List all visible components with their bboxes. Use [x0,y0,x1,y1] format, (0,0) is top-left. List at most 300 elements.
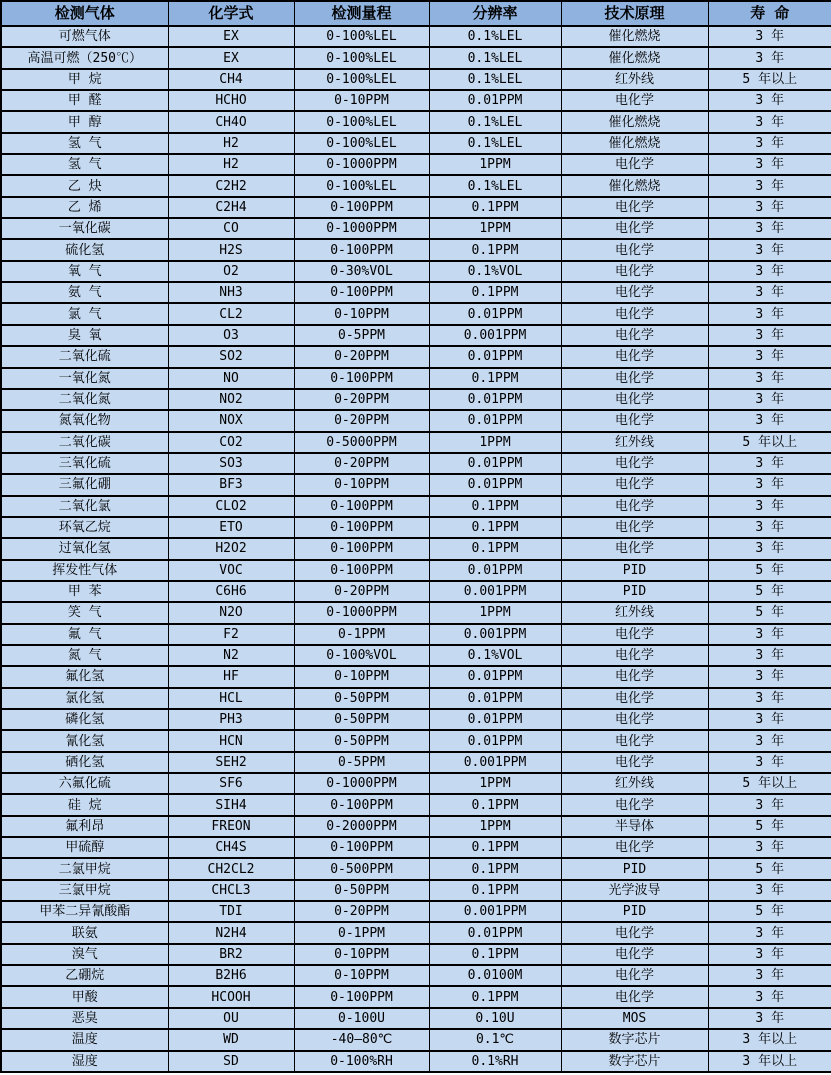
principle-cell: 电化学 [561,303,708,324]
formula-cell: H2 [168,154,294,175]
lifespan-cell: 3 年 [708,1008,831,1029]
principle-cell: 电化学 [561,688,708,709]
lifespan-cell: 5 年 [708,560,831,581]
table-row [1,346,831,367]
range-cell: 0-500PPM [294,858,429,879]
lifespan-cell: 3 年 [708,218,831,239]
range-cell: 0-100PPM [294,837,429,858]
formula-cell: CH4 [168,69,294,90]
lifespan-cell: 3 年 [708,90,831,111]
range-cell: 0-20PPM [294,346,429,367]
formula-cell: C2H4 [168,197,294,218]
lifespan-cell: 3 年 [708,133,831,154]
range-cell: 0-10PPM [294,90,429,111]
formula-cell: FREON [168,816,294,837]
range-cell: 0-100%LEL [294,69,429,90]
lifespan-cell: 3 年 [708,197,831,218]
table-row [1,837,831,858]
column-header-range: 检测量程 [294,1,429,26]
principle-cell: PID [561,560,708,581]
principle-cell: 催化燃烧 [561,111,708,132]
lifespan-cell: 3 年 [708,154,831,175]
lifespan-cell: 5 年以上 [708,432,831,453]
resolution-cell: 1PPM [429,816,561,837]
table-row [1,90,831,111]
table-row [1,922,831,943]
range-cell: 0-100PPM [294,496,429,517]
resolution-cell: 0.001PPM [429,624,561,645]
resolution-cell: 0.10U [429,1008,561,1029]
formula-cell: WD [168,1029,294,1050]
gas-name-cell: 温度 [1,1029,168,1050]
lifespan-cell: 3 年 [708,922,831,943]
resolution-cell: 0.01PPM [429,730,561,751]
formula-cell: H2 [168,133,294,154]
principle-cell: 电化学 [561,709,708,730]
formula-cell: CH2CL2 [168,858,294,879]
formula-cell: NO2 [168,389,294,410]
range-cell: 0-1PPM [294,624,429,645]
lifespan-cell: 3 年 [708,303,831,324]
principle-cell: 催化燃烧 [561,175,708,196]
resolution-cell: 1PPM [429,218,561,239]
gas-name-cell: 氢 气 [1,133,168,154]
principle-cell: 催化燃烧 [561,26,708,47]
table-row [1,26,831,47]
gas-name-cell: 甲硫醇 [1,837,168,858]
formula-cell: SD [168,1051,294,1073]
gas-name-cell: 氟利昂 [1,816,168,837]
table-row [1,666,831,687]
principle-cell: 电化学 [561,282,708,303]
table-row [1,709,831,730]
table-row [1,197,831,218]
formula-cell: PH3 [168,709,294,730]
gas-name-cell: 一氧化碳 [1,218,168,239]
formula-cell: SO3 [168,453,294,474]
table-row [1,1008,831,1029]
gas-name-cell: 二氧化氮 [1,389,168,410]
resolution-cell: 0.01PPM [429,560,561,581]
table-row [1,133,831,154]
gas-name-cell: 高温可燃（250℃） [1,47,168,68]
principle-cell: PID [561,901,708,922]
table-row [1,432,831,453]
formula-cell: O2 [168,261,294,282]
gas-name-cell: 二氧化硫 [1,346,168,367]
gas-name-cell: 过氧化氢 [1,538,168,559]
table-row [1,69,831,90]
gas-name-cell: 联氨 [1,922,168,943]
resolution-cell: 0.01PPM [429,922,561,943]
range-cell: 0-100%VOL [294,645,429,666]
lifespan-cell: 3 年以上 [708,1029,831,1050]
gas-name-cell: 一氧化氮 [1,368,168,389]
gas-name-cell: 臭 氧 [1,325,168,346]
gas-name-cell: 可燃气体 [1,26,168,47]
resolution-cell: 0.1%RH [429,1051,561,1073]
lifespan-cell: 3 年 [708,325,831,346]
table-row [1,965,831,986]
gas-name-cell: 乙硼烷 [1,965,168,986]
resolution-cell: 0.1%LEL [429,133,561,154]
resolution-cell: 0.001PPM [429,581,561,602]
principle-cell: 催化燃烧 [561,47,708,68]
resolution-cell: 0.0100M [429,965,561,986]
resolution-cell: 0.1PPM [429,496,561,517]
resolution-cell: 0.1PPM [429,880,561,901]
formula-cell: SIH4 [168,794,294,815]
table-row [1,816,831,837]
lifespan-cell: 5 年 [708,581,831,602]
formula-cell: HCN [168,730,294,751]
column-header-resolution: 分辨率 [429,1,561,26]
lifespan-cell: 5 年以上 [708,773,831,794]
lifespan-cell: 3 年 [708,111,831,132]
resolution-cell: 0.001PPM [429,325,561,346]
gas-name-cell: 甲酸 [1,986,168,1007]
lifespan-cell: 3 年 [708,175,831,196]
lifespan-cell: 3 年 [708,368,831,389]
resolution-cell: 1PPM [429,154,561,175]
range-cell: 0-100PPM [294,197,429,218]
table-row [1,538,831,559]
gas-name-cell: 三氧化硫 [1,453,168,474]
formula-cell: CO [168,218,294,239]
lifespan-cell: 3 年 [708,47,831,68]
formula-cell: CH4O [168,111,294,132]
range-cell: 0-20PPM [294,581,429,602]
principle-cell: 电化学 [561,837,708,858]
range-cell: 0-100%LEL [294,26,429,47]
table-row [1,175,831,196]
formula-cell: NOX [168,410,294,431]
table-row [1,410,831,431]
resolution-cell: 0.01PPM [429,90,561,111]
principle-cell: PID [561,581,708,602]
range-cell: 0-1000PPM [294,218,429,239]
gas-name-cell: 二氧化氯 [1,496,168,517]
resolution-cell: 0.1PPM [429,858,561,879]
gas-name-cell: 环氧乙烷 [1,517,168,538]
lifespan-cell: 3 年 [708,666,831,687]
table-row [1,624,831,645]
resolution-cell: 0.1%LEL [429,69,561,90]
lifespan-cell: 3 年 [708,688,831,709]
gas-name-cell: 硅 烷 [1,794,168,815]
resolution-cell: 0.1PPM [429,282,561,303]
formula-cell: N2 [168,645,294,666]
table-row [1,794,831,815]
column-header-lifespan: 寿 命 [708,1,831,26]
range-cell: 0-20PPM [294,901,429,922]
range-cell: 0-100%LEL [294,47,429,68]
range-cell: 0-100PPM [294,538,429,559]
formula-cell: C2H2 [168,175,294,196]
table-row [1,368,831,389]
gas-name-cell: 氮氧化物 [1,410,168,431]
principle-cell: 电化学 [561,239,708,260]
table-row [1,752,831,773]
table-row [1,880,831,901]
formula-cell: B2H6 [168,965,294,986]
lifespan-cell: 3 年 [708,880,831,901]
range-cell: 0-10PPM [294,303,429,324]
resolution-cell: 0.1%LEL [429,175,561,196]
principle-cell: 红外线 [561,773,708,794]
formula-cell: H2O2 [168,538,294,559]
principle-cell: 红外线 [561,69,708,90]
table-row [1,496,831,517]
lifespan-cell: 5 年以上 [708,69,831,90]
resolution-cell: 0.1%LEL [429,47,561,68]
range-cell: 0-100%RH [294,1051,429,1073]
resolution-cell: 0.01PPM [429,389,561,410]
range-cell: 0-20PPM [294,410,429,431]
lifespan-cell: 3 年 [708,730,831,751]
gas-name-cell: 甲苯二异氰酸酯 [1,901,168,922]
resolution-cell: 0.01PPM [429,709,561,730]
resolution-cell: 0.001PPM [429,752,561,773]
resolution-cell: 0.1%VOL [429,645,561,666]
lifespan-cell: 3 年 [708,453,831,474]
table-row [1,688,831,709]
principle-cell: 电化学 [561,965,708,986]
gas-name-cell: 氮 气 [1,645,168,666]
principle-cell: 电化学 [561,645,708,666]
formula-cell: CH4S [168,837,294,858]
range-cell: 0-100PPM [294,368,429,389]
resolution-cell: 0.1%LEL [429,26,561,47]
lifespan-cell: 3 年 [708,944,831,965]
formula-cell: BR2 [168,944,294,965]
range-cell: -40—80℃ [294,1029,429,1050]
resolution-cell: 0.01PPM [429,410,561,431]
gas-name-cell: 甲 醛 [1,90,168,111]
gas-name-cell: 湿度 [1,1051,168,1073]
range-cell: 0-10PPM [294,965,429,986]
lifespan-cell: 3 年 [708,239,831,260]
lifespan-cell: 3 年 [708,496,831,517]
formula-cell: ETO [168,517,294,538]
principle-cell: 光学波导 [561,880,708,901]
table-row [1,517,831,538]
table-row [1,389,831,410]
principle-cell: 红外线 [561,602,708,623]
formula-cell: HCOOH [168,986,294,1007]
gas-name-cell: 二氧化碳 [1,432,168,453]
header-row [1,1,831,26]
lifespan-cell: 3 年 [708,709,831,730]
formula-cell: EX [168,47,294,68]
lifespan-cell: 3 年 [708,794,831,815]
principle-cell: 电化学 [561,346,708,367]
resolution-cell: 0.1PPM [429,197,561,218]
table-row [1,645,831,666]
resolution-cell: 1PPM [429,432,561,453]
formula-cell: TDI [168,901,294,922]
formula-cell: NH3 [168,282,294,303]
resolution-cell: 0.1PPM [429,837,561,858]
lifespan-cell: 3 年 [708,517,831,538]
gas-name-cell: 氯 气 [1,303,168,324]
table-row [1,325,831,346]
table-row [1,581,831,602]
principle-cell: 电化学 [561,218,708,239]
gas-name-cell: 氢 气 [1,154,168,175]
lifespan-cell: 5 年 [708,816,831,837]
range-cell: 0-100PPM [294,282,429,303]
gas-name-cell: 氰化氢 [1,730,168,751]
column-header-formula: 化学式 [168,1,294,26]
range-cell: 0-10PPM [294,944,429,965]
range-cell: 0-100%LEL [294,133,429,154]
lifespan-cell: 5 年 [708,901,831,922]
formula-cell: HF [168,666,294,687]
formula-cell: SO2 [168,346,294,367]
principle-cell: 电化学 [561,474,708,495]
lifespan-cell: 3 年 [708,645,831,666]
principle-cell: 电化学 [561,986,708,1007]
lifespan-cell: 3 年 [708,26,831,47]
range-cell: 0-50PPM [294,730,429,751]
formula-cell: CLO2 [168,496,294,517]
principle-cell: 红外线 [561,432,708,453]
formula-cell: N2H4 [168,922,294,943]
table-row [1,282,831,303]
table-row [1,773,831,794]
lifespan-cell: 3 年 [708,986,831,1007]
gas-name-cell: 氟化氢 [1,666,168,687]
table-row [1,218,831,239]
table-row [1,986,831,1007]
resolution-cell: 0.1PPM [429,538,561,559]
gas-name-cell: 磷化氢 [1,709,168,730]
table-row [1,154,831,175]
table-body [1,26,831,1072]
principle-cell: 电化学 [561,730,708,751]
resolution-cell: 1PPM [429,773,561,794]
table-row [1,1029,831,1050]
formula-cell: OU [168,1008,294,1029]
range-cell: 0-50PPM [294,688,429,709]
principle-cell: 电化学 [561,538,708,559]
resolution-cell: 0.1%LEL [429,111,561,132]
resolution-cell: 0.1%VOL [429,261,561,282]
table-row [1,858,831,879]
range-cell: 0-50PPM [294,880,429,901]
table-row [1,944,831,965]
gas-name-cell: 挥发性气体 [1,560,168,581]
table-row [1,602,831,623]
principle-cell: 电化学 [561,922,708,943]
gas-name-cell: 甲 烷 [1,69,168,90]
principle-cell: 电化学 [561,666,708,687]
principle-cell: 电化学 [561,90,708,111]
table-row [1,261,831,282]
principle-cell: 电化学 [561,944,708,965]
range-cell: 0-100PPM [294,560,429,581]
column-header-gas: 检测气体 [1,1,168,26]
formula-cell: SEH2 [168,752,294,773]
resolution-cell: 0.1℃ [429,1029,561,1050]
table-row [1,901,831,922]
gas-name-cell: 氧 气 [1,261,168,282]
principle-cell: 电化学 [561,496,708,517]
table-row [1,239,831,260]
resolution-cell: 0.1PPM [429,794,561,815]
table-row [1,111,831,132]
table-row [1,1051,831,1073]
formula-cell: VOC [168,560,294,581]
principle-cell: 电化学 [561,624,708,645]
table-row [1,730,831,751]
resolution-cell: 0.1PPM [429,944,561,965]
range-cell: 0-5PPM [294,325,429,346]
range-cell: 0-10PPM [294,666,429,687]
formula-cell: BF3 [168,474,294,495]
formula-cell: C6H6 [168,581,294,602]
gas-name-cell: 氨 气 [1,282,168,303]
formula-cell: SF6 [168,773,294,794]
range-cell: 0-1PPM [294,922,429,943]
gas-name-cell: 溴气 [1,944,168,965]
lifespan-cell: 3 年 [708,752,831,773]
lifespan-cell: 5 年 [708,602,831,623]
gas-name-cell: 氟 气 [1,624,168,645]
range-cell: 0-20PPM [294,389,429,410]
gas-name-cell: 三氯甲烷 [1,880,168,901]
lifespan-cell: 3 年 [708,837,831,858]
formula-cell: N2O [168,602,294,623]
principle-cell: 电化学 [561,154,708,175]
table-row [1,474,831,495]
resolution-cell: 0.01PPM [429,666,561,687]
principle-cell: 电化学 [561,794,708,815]
resolution-cell: 0.01PPM [429,303,561,324]
range-cell: 0-1000PPM [294,154,429,175]
resolution-cell: 0.01PPM [429,688,561,709]
lifespan-cell: 3 年 [708,538,831,559]
principle-cell: 电化学 [561,410,708,431]
resolution-cell: 0.1PPM [429,986,561,1007]
table-row [1,47,831,68]
principle-cell: MOS [561,1008,708,1029]
formula-cell: CO2 [168,432,294,453]
formula-cell: NO [168,368,294,389]
formula-cell: F2 [168,624,294,645]
gas-name-cell: 笑 气 [1,602,168,623]
formula-cell: HCL [168,688,294,709]
principle-cell: 数字芯片 [561,1051,708,1073]
resolution-cell: 0.01PPM [429,346,561,367]
lifespan-cell: 3 年 [708,474,831,495]
range-cell: 0-100PPM [294,517,429,538]
resolution-cell: 0.01PPM [429,474,561,495]
table-row [1,453,831,474]
range-cell: 0-100PPM [294,239,429,260]
principle-cell: 电化学 [561,197,708,218]
gas-name-cell: 氯化氢 [1,688,168,709]
formula-cell: H2S [168,239,294,260]
lifespan-cell: 3 年以上 [708,1051,831,1073]
resolution-cell: 0.01PPM [429,453,561,474]
column-header-principle: 技术原理 [561,1,708,26]
lifespan-cell: 5 年 [708,858,831,879]
gas-name-cell: 恶臭 [1,1008,168,1029]
formula-cell: EX [168,26,294,47]
range-cell: 0-50PPM [294,709,429,730]
